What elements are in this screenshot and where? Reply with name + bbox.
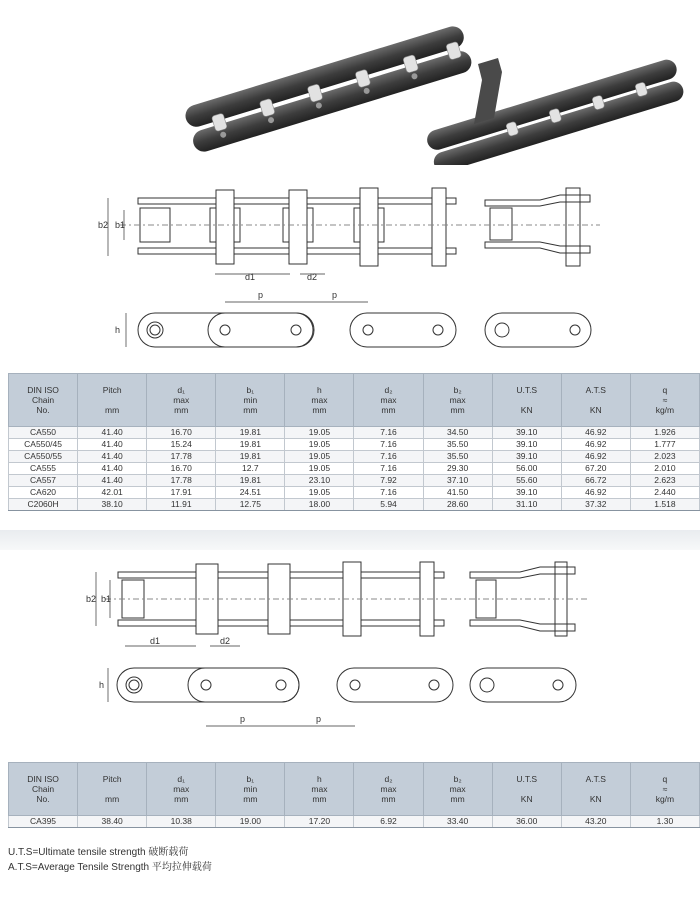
column-header-model-line: DIN ISO <box>27 774 59 784</box>
cell-pitch: 38.40 <box>78 816 147 828</box>
cell-uts: 39.10 <box>492 487 561 499</box>
column-header-d2 <box>354 374 423 427</box>
column-header-d2-line: max <box>380 784 397 794</box>
column-header-b2-line: mm <box>450 405 465 415</box>
column-header-b1-line: mm <box>243 794 258 804</box>
column-header-h-line: mm <box>312 405 327 415</box>
column-header-d2-line: mm <box>381 794 396 804</box>
column-header-pitch-line: Pitch <box>102 774 122 784</box>
cell-h: 19.05 <box>285 439 354 451</box>
column-header-b2-line: b₂ <box>453 774 462 784</box>
column-header-uts-line <box>495 395 559 405</box>
cell-q: 2.010 <box>630 463 699 475</box>
column-header-h <box>285 374 354 427</box>
column-header-b1-line: min <box>243 784 258 794</box>
cell-uts: 39.10 <box>492 451 561 463</box>
cell-ats: 46.92 <box>561 487 630 499</box>
cell-q: 2.440 <box>630 487 699 499</box>
cell-d1: 11.91 <box>147 499 216 511</box>
cell-d2: 6.92 <box>354 816 423 828</box>
cell-d2: 7.16 <box>354 427 423 439</box>
cell-pitch: 41.40 <box>78 451 147 463</box>
chain-photo <box>0 0 700 165</box>
cell-b1: 19.81 <box>216 451 285 463</box>
column-header-b1 <box>216 763 285 816</box>
cell-b1: 12.7 <box>216 463 285 475</box>
column-header-b2-line: max <box>449 784 466 794</box>
cell-model: CA395 <box>9 816 78 828</box>
column-header-model-line: No. <box>36 794 50 804</box>
column-header-h <box>285 763 354 816</box>
table-row <box>9 816 700 828</box>
column-header-q-line: q <box>662 385 668 395</box>
cell-h: 17.20 <box>285 816 354 828</box>
cell-d2: 7.16 <box>354 439 423 451</box>
dim-d2-2: d2 <box>220 636 231 646</box>
cell-model: CA550 <box>9 427 78 439</box>
cell-b2: 41.50 <box>423 487 492 499</box>
column-header-h-line: max <box>311 784 328 794</box>
column-header-b1 <box>216 374 285 427</box>
dim-p-3: p <box>240 714 246 724</box>
cell-model: CA550/45 <box>9 439 78 451</box>
cell-b2: 33.40 <box>423 816 492 828</box>
column-header-ats-line: KN <box>589 405 602 415</box>
column-header-uts-line <box>495 784 559 794</box>
cell-b2: 29.30 <box>423 463 492 475</box>
cell-h: 19.05 <box>285 427 354 439</box>
column-header-d1-line: mm <box>174 794 189 804</box>
cell-b1: 19.81 <box>216 475 285 487</box>
column-header-d1-line: d₁ <box>177 774 186 784</box>
table-header-row <box>9 374 700 427</box>
cell-pitch: 41.40 <box>78 439 147 451</box>
cell-h: 18.00 <box>285 499 354 511</box>
dim-p-2: p <box>332 290 338 300</box>
column-header-ats <box>561 374 630 427</box>
column-header-h-line: mm <box>312 794 327 804</box>
cell-pitch: 41.40 <box>78 475 147 487</box>
cell-pitch: 38.10 <box>78 499 147 511</box>
column-header-b2 <box>423 374 492 427</box>
cell-ats: 37.32 <box>561 499 630 511</box>
cell-model: CA557 <box>9 475 78 487</box>
column-header-q-line: kg/m <box>655 405 675 415</box>
table-row <box>9 463 700 475</box>
cell-h: 19.05 <box>285 451 354 463</box>
column-header-h-line: h <box>317 774 322 784</box>
cell-q: 2.023 <box>630 451 699 463</box>
column-header-model-line: DIN ISO <box>27 385 59 395</box>
section-divider <box>0 530 700 550</box>
column-header-b2-line: mm <box>450 794 465 804</box>
table-header-row <box>9 763 700 816</box>
column-header-model <box>9 763 78 816</box>
cell-b2: 37.10 <box>423 475 492 487</box>
cell-model: CA555 <box>9 463 78 475</box>
cell-q: 1.518 <box>630 499 699 511</box>
table-row <box>9 427 700 439</box>
cell-d1: 16.70 <box>147 463 216 475</box>
column-header-model-line: No. <box>36 405 50 415</box>
column-header-ats-line: KN <box>589 794 602 804</box>
column-header-d1 <box>147 374 216 427</box>
column-header-pitch <box>78 763 147 816</box>
cell-model: C2060H <box>9 499 78 511</box>
cell-b1: 19.81 <box>216 427 285 439</box>
dim-d1: d1 <box>245 272 256 282</box>
cell-d2: 5.94 <box>354 499 423 511</box>
column-header-pitch <box>78 374 147 427</box>
chain-drawing-1 <box>0 180 700 355</box>
cell-ats: 67.20 <box>561 463 630 475</box>
table-row <box>9 499 700 511</box>
cell-b1: 24.51 <box>216 487 285 499</box>
column-header-ats-line <box>564 784 628 794</box>
column-header-b1-line: mm <box>243 405 258 415</box>
cell-d1: 15.24 <box>147 439 216 451</box>
column-header-d1-line: max <box>173 395 190 405</box>
column-header-q-line: q <box>662 774 668 784</box>
column-header-b1-line: min <box>243 395 258 405</box>
cell-d2: 7.16 <box>354 463 423 475</box>
column-header-uts-line: U.T.S <box>516 385 538 395</box>
table-row <box>9 487 700 499</box>
column-header-h-line: h <box>317 385 322 395</box>
cell-uts: 56.00 <box>492 463 561 475</box>
cell-b1: 19.00 <box>216 816 285 828</box>
cell-pitch: 41.40 <box>78 427 147 439</box>
column-header-b2-line: max <box>449 395 466 405</box>
cell-ats: 46.92 <box>561 451 630 463</box>
column-header-ats-line: A.T.S <box>585 385 606 395</box>
column-header-d2-line: max <box>380 395 397 405</box>
column-header-q-line: ≈ <box>662 784 668 794</box>
cell-d1: 10.38 <box>147 816 216 828</box>
column-header-model-line: Chain <box>31 784 55 794</box>
dim-h-2: h <box>99 680 105 690</box>
column-header-q-line: kg/m <box>655 794 675 804</box>
column-header-b1-line: b₁ <box>246 385 255 395</box>
column-header-pitch-line <box>80 395 144 405</box>
column-header-d2-line: mm <box>381 405 396 415</box>
cell-pitch: 41.40 <box>78 463 147 475</box>
column-header-ats-line <box>564 395 628 405</box>
cell-b2: 34.50 <box>423 427 492 439</box>
chain-photo-graphic <box>0 0 700 165</box>
cell-q: 2.623 <box>630 475 699 487</box>
column-header-uts <box>492 374 561 427</box>
note-uts: U.T.S=Ultimate tensile strength 破断载荷 <box>8 847 189 858</box>
notes <box>8 845 212 875</box>
column-header-pitch-line: mm <box>105 794 120 804</box>
cell-b2: 35.50 <box>423 451 492 463</box>
cell-d1: 16.70 <box>147 427 216 439</box>
cell-d1: 17.91 <box>147 487 216 499</box>
spec-table-1 <box>8 373 700 511</box>
cell-ats: 46.92 <box>561 427 630 439</box>
cell-d2: 7.16 <box>354 451 423 463</box>
column-header-ats <box>561 763 630 816</box>
dim-p-1: p <box>258 290 264 300</box>
cell-h: 23.10 <box>285 475 354 487</box>
dim-b2-2: b2 <box>86 594 97 604</box>
cell-h: 19.05 <box>285 487 354 499</box>
cell-b1: 19.81 <box>216 439 285 451</box>
column-header-d2-line: d₂ <box>384 774 393 784</box>
dim-d2: d2 <box>307 272 318 282</box>
dim-p-4: p <box>316 714 322 724</box>
column-header-model-line: Chain <box>31 395 55 405</box>
column-header-d1 <box>147 763 216 816</box>
column-header-d1-line: max <box>173 784 190 794</box>
column-header-d2-line: d₂ <box>384 385 393 395</box>
cell-uts: 39.10 <box>492 439 561 451</box>
table-row <box>9 451 700 463</box>
column-header-ats-line: A.T.S <box>585 774 606 784</box>
cell-d1: 17.78 <box>147 475 216 487</box>
column-header-d1-line: mm <box>174 405 189 415</box>
column-header-q <box>630 763 699 816</box>
table-row <box>9 439 700 451</box>
cell-q: 1.777 <box>630 439 699 451</box>
cell-q: 1.926 <box>630 427 699 439</box>
cell-b2: 28.60 <box>423 499 492 511</box>
cell-q: 1.30 <box>630 816 699 828</box>
dim-b2: b2 <box>98 220 109 230</box>
dim-b1: b1 <box>115 220 126 230</box>
column-header-h-line: max <box>311 395 328 405</box>
table-row <box>9 475 700 487</box>
right-chain-image <box>425 57 686 165</box>
dim-h: h <box>115 325 121 335</box>
column-header-model <box>9 374 78 427</box>
chain-drawing-2 <box>0 558 700 753</box>
column-header-uts-line: KN <box>520 405 533 415</box>
cell-d1: 17.78 <box>147 451 216 463</box>
cell-d2: 7.92 <box>354 475 423 487</box>
column-header-pitch-line: mm <box>105 405 120 415</box>
column-header-b2 <box>423 763 492 816</box>
cell-h: 19.05 <box>285 463 354 475</box>
cell-d2: 7.16 <box>354 487 423 499</box>
column-header-uts <box>492 763 561 816</box>
spec-table-2 <box>8 762 700 828</box>
cell-ats: 66.72 <box>561 475 630 487</box>
cell-uts: 55.60 <box>492 475 561 487</box>
cell-uts: 39.10 <box>492 427 561 439</box>
cell-uts: 36.00 <box>492 816 561 828</box>
column-header-d1-line: d₁ <box>177 385 186 395</box>
column-header-q <box>630 374 699 427</box>
column-header-pitch-line: Pitch <box>102 385 122 395</box>
note-ats: A.T.S=Average Tensile Strength 平均拉伸载荷 <box>8 862 212 873</box>
cell-b2: 35.50 <box>423 439 492 451</box>
column-header-q-line: ≈ <box>662 395 668 405</box>
cell-ats: 46.92 <box>561 439 630 451</box>
column-header-pitch-line <box>80 784 144 794</box>
cell-b1: 12.75 <box>216 499 285 511</box>
cell-model: CA620 <box>9 487 78 499</box>
dim-d1-2: d1 <box>150 636 161 646</box>
dim-b1-2: b1 <box>101 594 112 604</box>
column-header-uts-line: U.T.S <box>516 774 538 784</box>
column-header-uts-line: KN <box>520 794 533 804</box>
cell-ats: 43.20 <box>561 816 630 828</box>
cell-pitch: 42.01 <box>78 487 147 499</box>
cell-uts: 31.10 <box>492 499 561 511</box>
column-header-b1-line: b₁ <box>246 774 255 784</box>
column-header-b2-line: b₂ <box>453 385 462 395</box>
column-header-d2 <box>354 763 423 816</box>
cell-model: CA550/55 <box>9 451 78 463</box>
